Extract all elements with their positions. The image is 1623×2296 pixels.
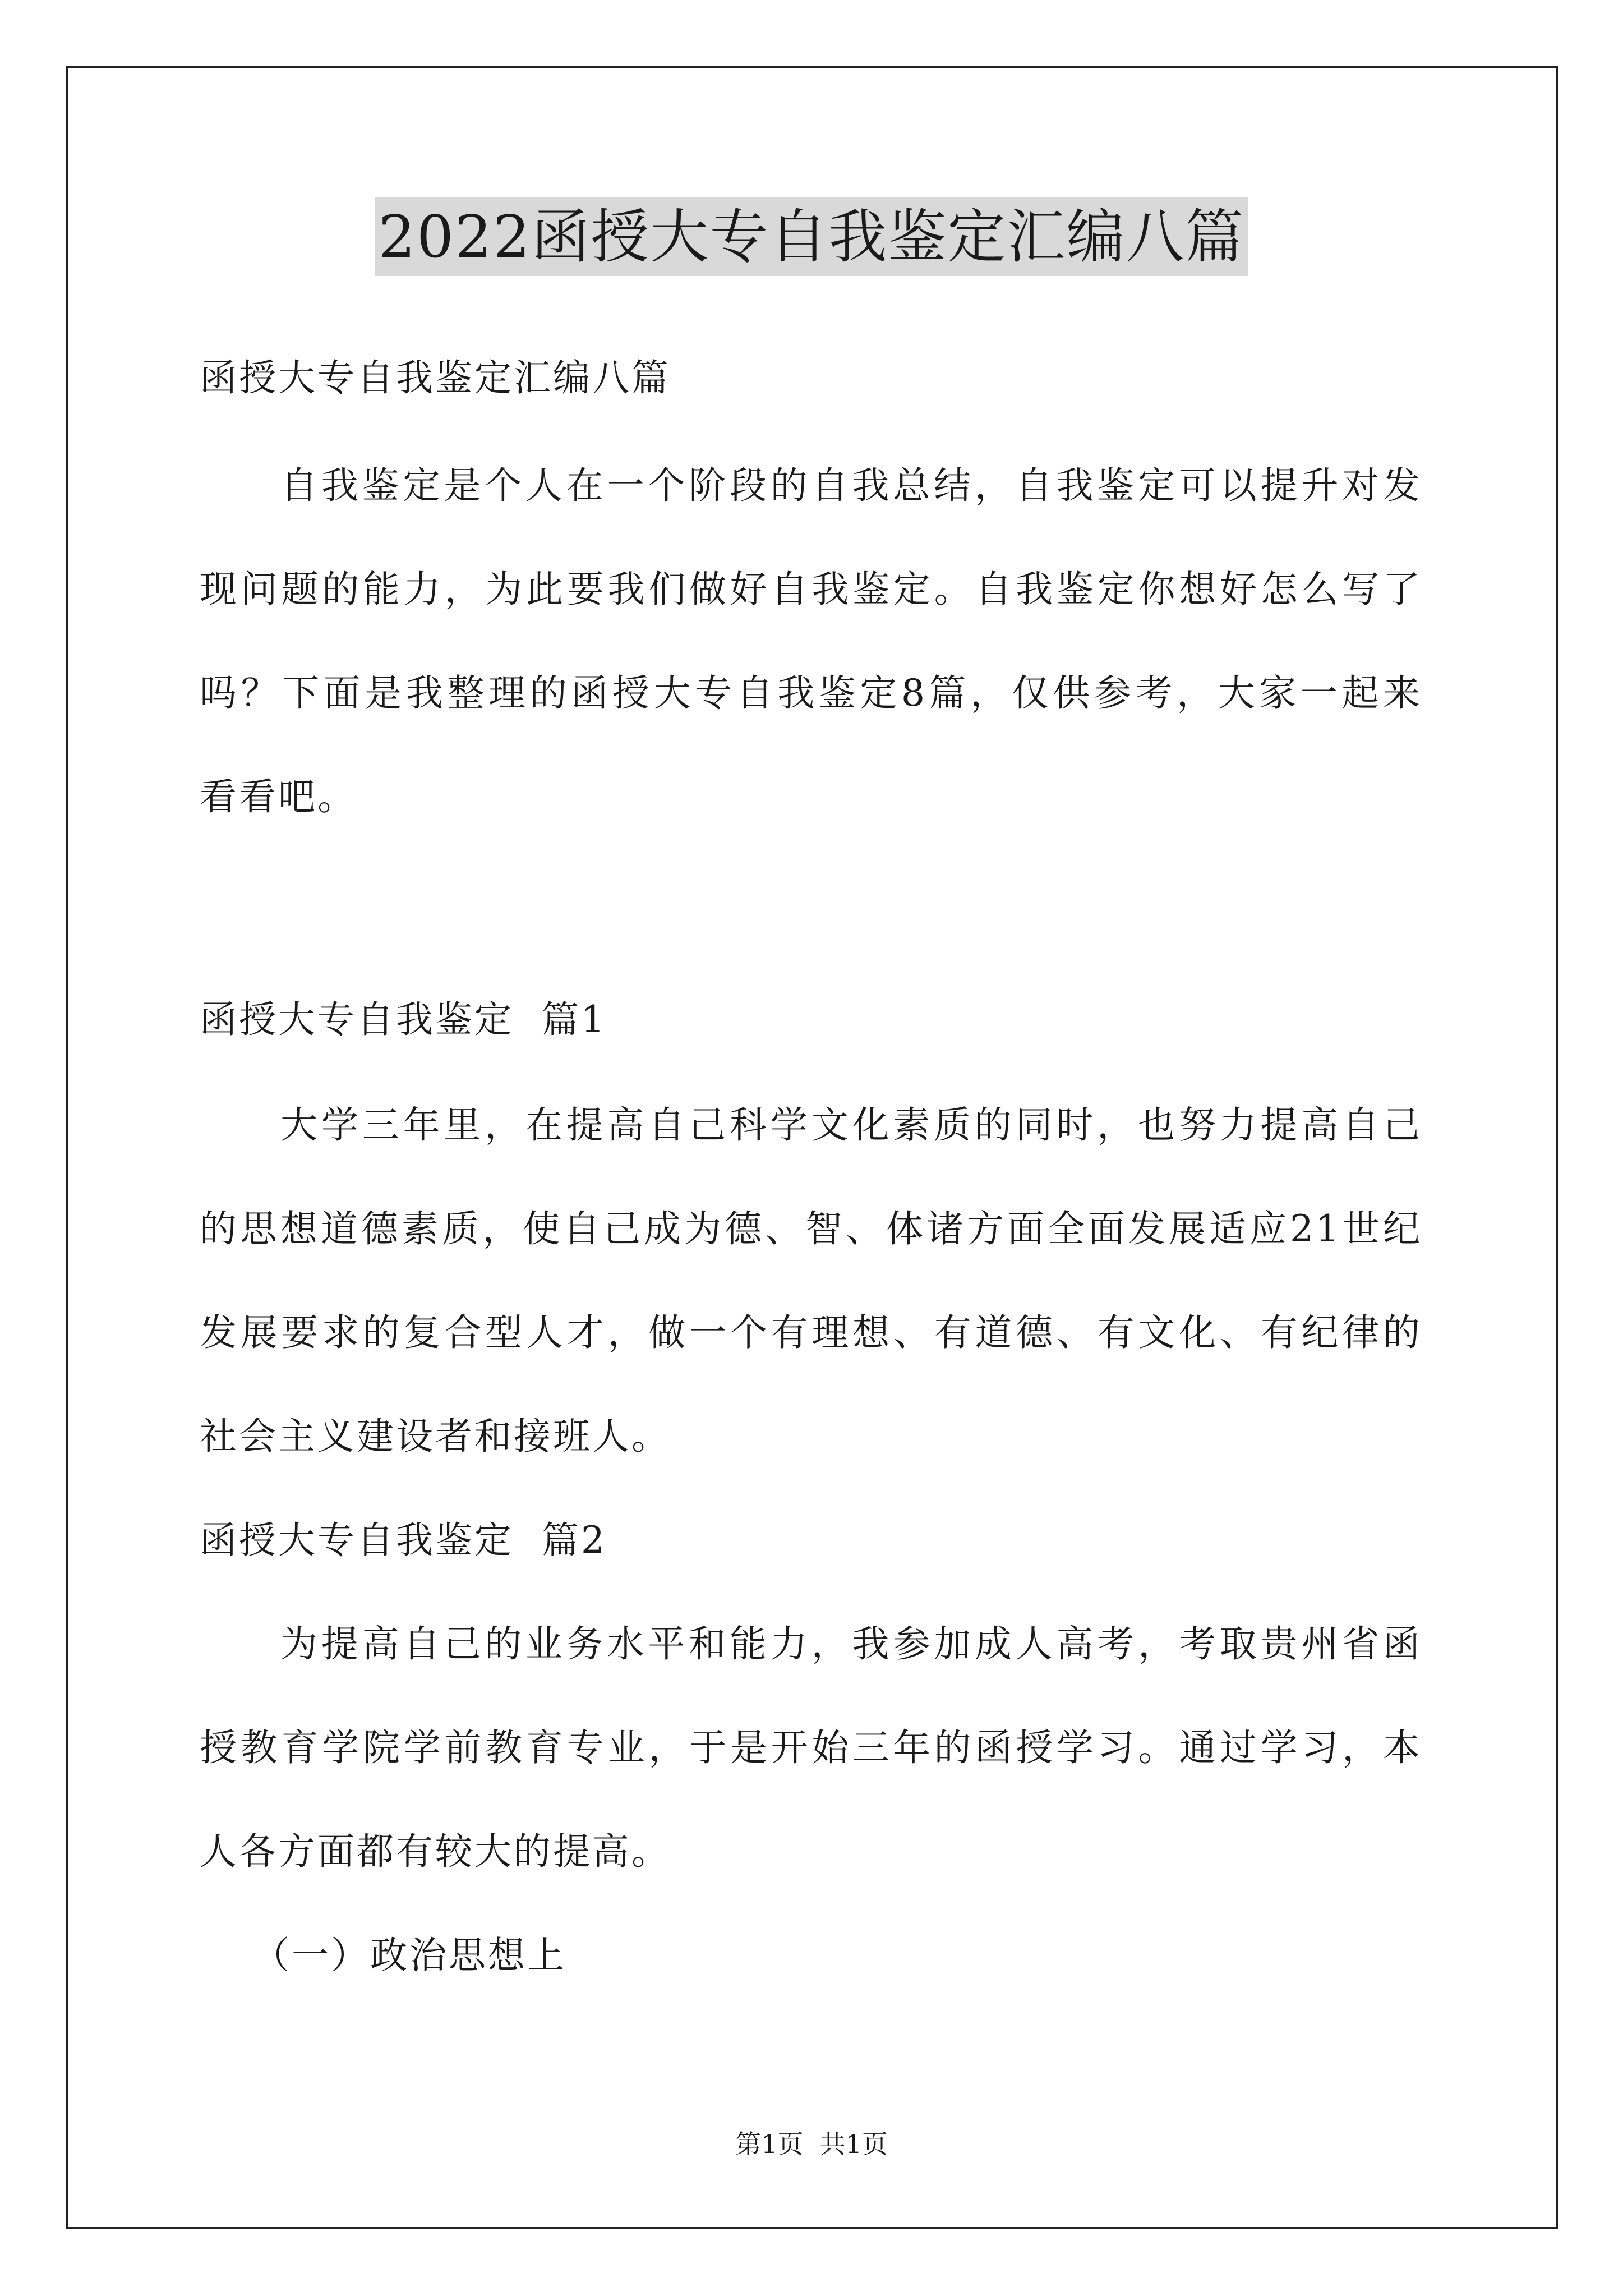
section1-line-2: 的思想道德素质，使自己成为德、智、体诸方面全面发展适应21世纪 xyxy=(200,1207,1422,1250)
section1-line-1: 大学三年里，在提高自己科学文化素质的同时，也努力提高自己 xyxy=(280,1103,1422,1147)
section2-line-1: 为提高自己的业务水平和能力，我参加成人高考，考取贵州省函 xyxy=(280,1622,1422,1665)
section1-line-4: 社会主义建设者和接班人。 xyxy=(200,1415,671,1458)
document-title: 2022函授大专自我鉴定汇编八篇 xyxy=(375,197,1248,276)
intro-line-1: 自我鉴定是个人在一个阶段的自我总结，自我鉴定可以提升对发 xyxy=(280,464,1422,507)
section1-heading: 函授大专自我鉴定 篇1 xyxy=(200,998,607,1041)
page-footer: 第1页 共1页 xyxy=(735,2129,888,2159)
section1-line-3: 发展要求的复合型人才，做一个有理想、有道德、有文化、有纪律的 xyxy=(200,1311,1422,1354)
section2-sub-heading: （一）政治思想上 xyxy=(252,1934,566,1977)
title-container xyxy=(0,197,1623,276)
section2-line-3: 人各方面都有较大的提高。 xyxy=(200,1830,671,1873)
section2-line-2: 授教育学院学前教育专业，于是开始三年的函授学习。通过学习，本 xyxy=(200,1726,1422,1769)
intro-line-2: 现问题的能力，为此要我们做好自我鉴定。自我鉴定你想好怎么写了 xyxy=(200,568,1422,611)
intro-line-3: 吗？下面是我整理的函授大专自我鉴定8篇，仅供参考，大家一起来 xyxy=(200,671,1422,715)
document-subtitle: 函授大专自我鉴定汇编八篇 xyxy=(200,356,671,399)
section2-heading: 函授大专自我鉴定 篇2 xyxy=(200,1519,607,1562)
intro-line-4: 看看吧。 xyxy=(200,775,357,818)
